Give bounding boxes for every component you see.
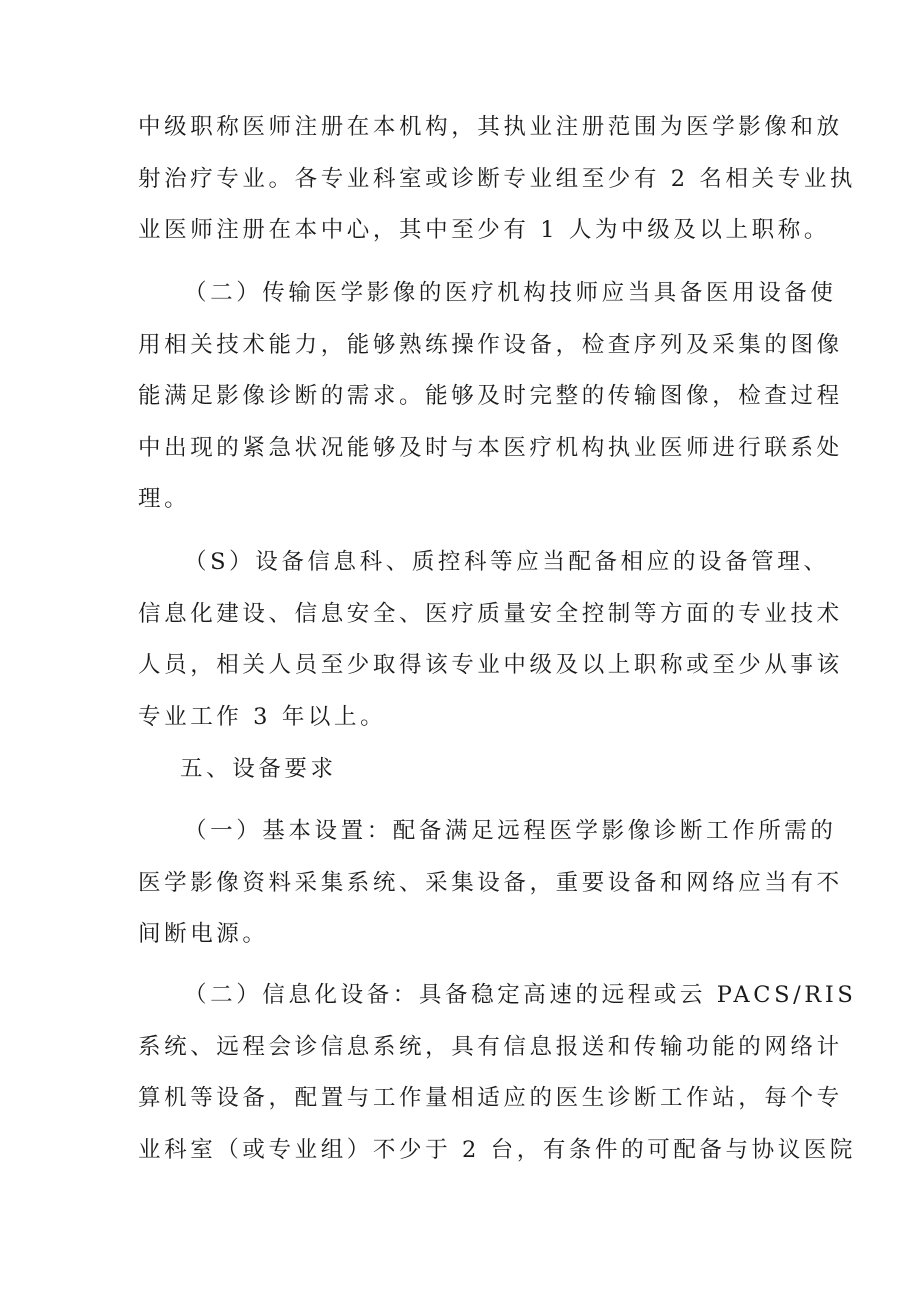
text-line: （二）信息化设备：具备稳定高速的远程或云 PACS/RIS <box>184 982 857 1008</box>
text-line: 系统、远程会诊信息系统，具有信息报送和传输功能的网络计 <box>138 1033 843 1060</box>
text-line: （S）设备信息科、质控科等应当配备相应的设备管理、 <box>184 549 830 575</box>
section-heading-equipment: 五、设备要求 <box>180 756 337 782</box>
text-line: （二）传输医学影像的医疗机构技师应当具备医用设备使 <box>184 280 837 306</box>
text-line: 理。 <box>138 486 191 512</box>
text-line: 能满足影像诊断的需求。能够及时完整的传输图像，检查过程 <box>138 383 843 409</box>
text-line: 业医师注册在本中心，其中至少有 1 人为中级及以上职称。 <box>138 217 830 243</box>
text-line: 射治疗专业。各专业科室或诊断专业组至少有 2 名相关专业执 <box>138 165 857 192</box>
text-line: 业科室（或专业组）不少于 2 台，有条件的可配备与协议医院 <box>138 1136 857 1163</box>
text-line: 医学影像资料采集系统、采集设备，重要设备和网络应当有不 <box>138 869 843 896</box>
text-line: （一）基本设置：配备满足远程医学影像诊断工作所需的 <box>184 818 837 844</box>
paragraph-staff-registration <box>138 102 857 257</box>
text-line: 间断电源。 <box>138 921 269 947</box>
text-line: 专业工作 3 年以上。 <box>138 703 387 730</box>
text-line: 信息化建设、信息安全、医疗质量安全控制等方面的专业技术 <box>138 600 843 627</box>
text-line: 中级职称医师注册在本机构，其执业注册范围为医学影像和放 <box>138 114 843 140</box>
paragraph-it-staff <box>138 537 843 743</box>
text-line: 人员，相关人员至少取得该专业中级及以上职称或至少从事该 <box>138 652 843 678</box>
paragraph-basic-setup <box>138 806 843 961</box>
text-line: 用相关技术能力，能够熟练操作设备，检查序列及采集的图像 <box>138 331 843 358</box>
paragraph-it-equipment <box>138 970 857 1176</box>
paragraph-technician-requirements <box>138 268 843 526</box>
text-line: 算机等设备，配置与工作量相适应的医生诊断工作站，每个专 <box>138 1085 843 1111</box>
text-line: 中出现的紧急状况能够及时与本医疗机构执业医师进行联系处 <box>138 434 843 461</box>
